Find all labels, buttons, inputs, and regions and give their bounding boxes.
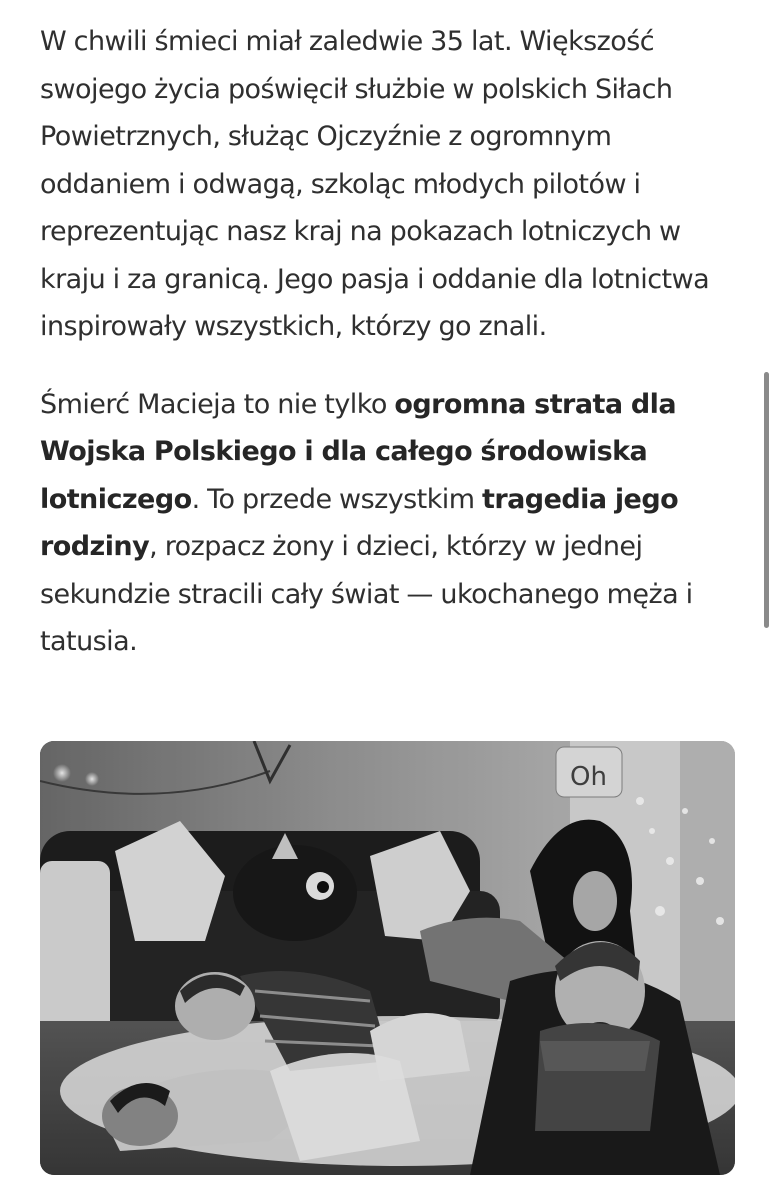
paragraph-2-text-3: , rozpacz żony i dzieci, którzy w jednej sekundzie stracili cały świat — ukochanego męża i tatusia. [40,531,693,657]
article-photo [40,741,735,1175]
paragraph-2-text-1: Śmierć Macieja to nie tylko [40,388,395,420]
article-paragraph-1: W chwili śmieci miał zaledwie 35 lat. Większość swojego życia poświęcił służbie w polskich Siłach Powietrznych, służąc Ojczyźnie z ogromnym oddaniem i odwagą, szkoląc młodych pilotów i reprezentując nasz kraj na pokazach lotniczych w kraju i za granicą. Jego pasja i oddanie dla lotnictwa inspirowały wszystkich, którzy go znali. [40,26,710,342]
article-body [40,18,740,666]
paragraph-2-bold-2: tragedia jego rodziny [40,483,679,562]
family-photo-illustration [40,741,735,1175]
paragraph-2-text-2: . To przede wszystkim [191,483,483,515]
paragraph-2-bold-1: ogromna strata dla Wojska Polskiego i dla całego środowiska lotniczego [40,388,677,515]
photo-sign-text: Oh [570,762,607,792]
scrollbar-thumb[interactable] [764,372,769,628]
article-paragraph-2 [40,381,740,666]
